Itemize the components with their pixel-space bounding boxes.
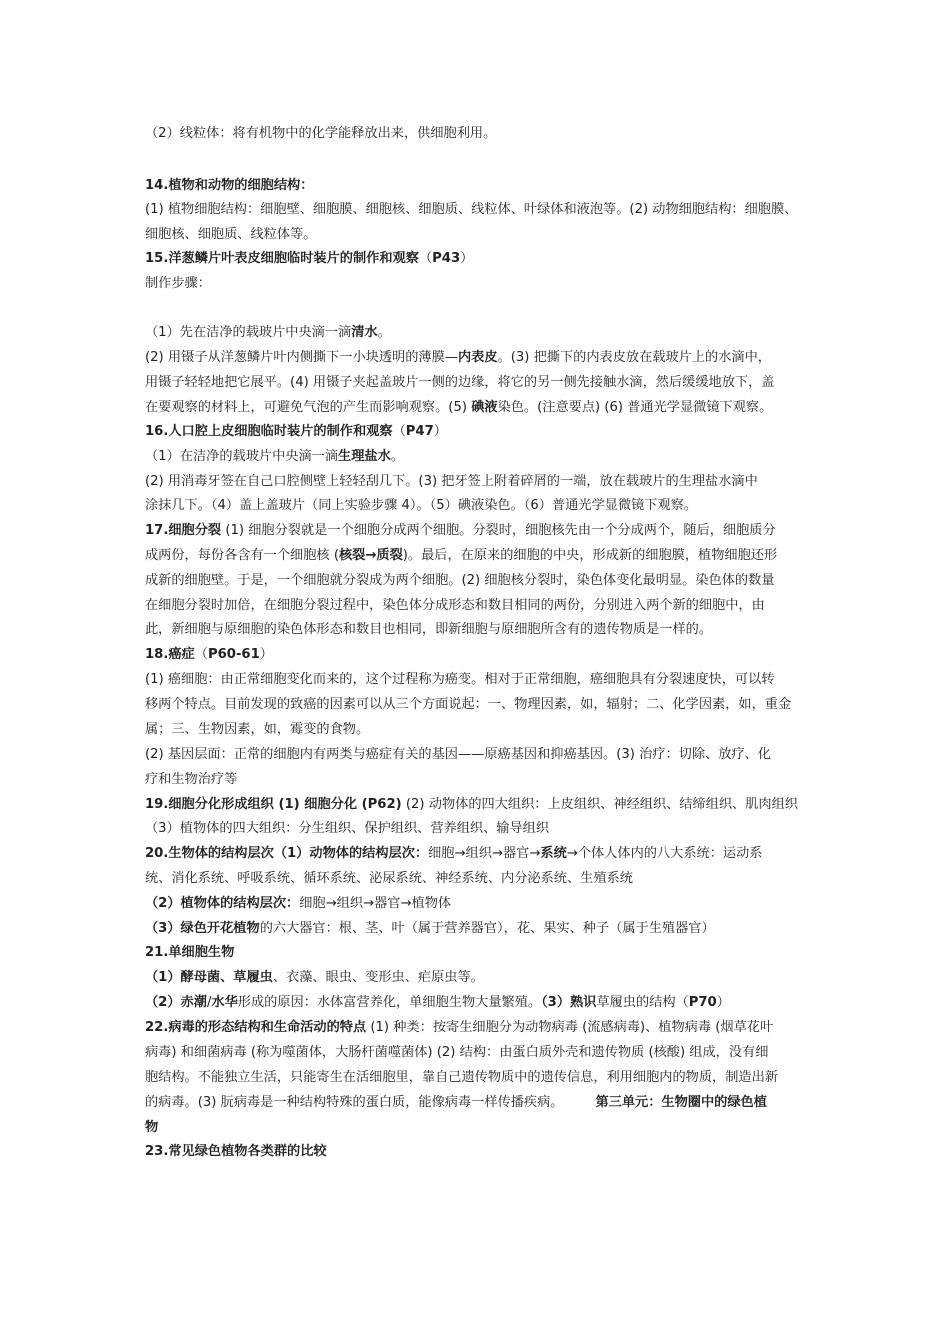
bold-text: 内表皮: [458, 350, 498, 365]
text-line: [145, 424, 447, 440]
text: 此，新细胞与原细胞的染色体形态和数目也相同，即新细胞与原细胞所含有的遗传物质是一样的。: [145, 622, 713, 637]
text-line: [145, 821, 549, 837]
bold-text: （2）植物体的结构层次：: [145, 896, 300, 911]
text-line: [145, 871, 633, 887]
bold-text: 核裂→质裂: [338, 548, 403, 563]
text: （1）在洁净的载玻片中央滴一滴: [145, 449, 339, 464]
bold-text: 水华: [211, 995, 238, 1010]
text: (2) 基因层面：正常的细胞内有两类与癌症有关的基因——原癌基因和抑癌基因。(3) 治疗：切除、放疗、化: [145, 747, 771, 762]
text: 染色。(注意要点) (6) 普通光学显微镜下观察。: [497, 400, 773, 415]
text: (2) 用消毒牙签在自己口腔侧壁上轻轻刮几下。(3) 把牙签上附着碎屑的一端，放在载玻片的生理盐水滴中: [145, 474, 758, 489]
bold-text: 23.常见绿色植物各类群的比较: [145, 1144, 327, 1159]
text: 用镊子轻轻地把它展平。(4) 用镊子夹起盖玻片一侧的边缘，将它的另一侧先接触水滴，然后缓缓地放下，盖: [145, 375, 775, 390]
bold-text: 15.洋葱鳞片叶表皮细胞临时装片的制作和观察: [145, 251, 419, 266]
text: 。: [390, 449, 404, 464]
text-line: [145, 697, 791, 713]
text: 细胞→组织→器官→植物体: [299, 896, 452, 911]
text-line: [145, 251, 473, 267]
text-line: [145, 375, 775, 391]
text-line: [145, 672, 775, 688]
text-line: [145, 202, 797, 218]
text-line: [145, 1095, 767, 1111]
text-line: [145, 772, 237, 788]
text: 、衣藻、眼虫、变形虫、疟原虫等。: [272, 970, 484, 985]
bold-text: P60-61: [207, 647, 260, 662]
text: （3）植物体的四大组织：分生组织、保护组织、营养组织、输导组织: [145, 821, 550, 836]
text: 成两份，每份各含有一个细胞核 (: [145, 548, 339, 563]
text-line: [145, 647, 273, 663]
text: ）: [259, 647, 273, 662]
text: 的六大器官：根、茎、叶（属于营养器官），花、果实、种子（属于生殖器官）: [259, 921, 715, 936]
text-line: [145, 1144, 327, 1160]
text-line: [145, 276, 211, 292]
text: 疗和生物治疗等: [145, 772, 238, 787]
text: (1) 植物细胞结构：细胞壁、细胞膜、细胞核、细胞质、线粒体、叶绿体和液泡等。(2) 动物细胞结构：细胞膜、: [145, 202, 798, 217]
bold-text: P47: [405, 424, 434, 439]
text: ）: [433, 424, 447, 439]
text: 细胞→组织→器官→: [428, 846, 541, 861]
text-line: [145, 126, 496, 142]
text: 制作步骤：: [145, 276, 211, 291]
text: (2) 用镊子从洋葱鳞片叶内侧撕下一小块透明的薄膜—: [145, 350, 458, 365]
text-line: [145, 1070, 778, 1086]
bold-text: 系统: [540, 846, 567, 861]
text: ）: [460, 251, 474, 266]
text-line: [145, 325, 391, 341]
text: 成新的细胞壁。于是，一个细胞就分裂成为两个细胞。(2) 细胞核分裂时，染色体变化最明显。染色体的数量: [145, 573, 775, 588]
text: )。最后，在原来的细胞的中央，形成新的细胞膜，植物细胞还形: [402, 548, 778, 563]
bold-text: 17.细胞分裂: [145, 523, 222, 538]
text: →个体人体内的八大系统：运动系: [566, 846, 763, 861]
text-line: [145, 747, 771, 763]
text: /: [206, 995, 212, 1010]
text: 形成的原因：水体富营养化，单细胞生物大量繁殖。: [237, 995, 542, 1010]
text: 。: [377, 325, 391, 340]
bold-text: 19.细胞分化形成组织 (1) 细胞分化 (P62): [145, 797, 402, 812]
text-line: [145, 1120, 158, 1136]
text: （2）线粒体：将有机物中的化学能释放出来，供细胞利用。: [145, 126, 497, 141]
text-line: [145, 622, 712, 638]
text: 涂抹几下。（4）盖上盖玻片（同上实验步骤 4）。（5）碘液染色。（6）普通光学显微镜下观察。: [145, 498, 698, 513]
text: 草履虫的结构（: [596, 995, 689, 1010]
bold-text: （1）酵母菌、草履虫: [145, 970, 273, 985]
text: 的病毒。(3) 朊病毒是一种结构特殊的蛋白质，能像病毒一样传播疾病。: [145, 1095, 564, 1110]
text-line: [145, 573, 775, 589]
bold-text: 16.人口腔上皮细胞临时装片的制作和观察: [145, 424, 393, 439]
text-line: [145, 548, 777, 564]
text-line: [145, 945, 234, 961]
text-line: [145, 846, 762, 862]
text-line: [145, 896, 451, 912]
text-line: [145, 498, 697, 514]
text: 在细胞分裂时加倍，在细胞分裂过程中，染色体分成形态和数目相同的两份，分别进入两个新的细胞中，由: [145, 598, 765, 613]
text: （: [418, 251, 433, 266]
bold-text: 第三单元：生物圈中的绿色植: [595, 1095, 767, 1110]
text-line: [145, 1020, 773, 1036]
text: ）: [716, 995, 730, 1010]
bold-text: （3）熟识: [541, 995, 597, 1010]
bold-text: 21.单细胞生物: [145, 945, 235, 960]
text-line: [145, 449, 404, 465]
bold-text: （2）赤潮: [145, 995, 207, 1010]
text-line: [145, 350, 771, 366]
text-line: [145, 523, 776, 539]
text: 胞结构。不能独立生活，只能寄生在活细胞里，靠自己遗传物质中的遗传信息，利用细胞内的物质，制造出新: [145, 1070, 778, 1085]
text-line: [145, 1045, 768, 1061]
text-line: [145, 995, 730, 1011]
text-line: [145, 227, 316, 243]
text: 细胞核、细胞质、线粒体等。: [145, 227, 317, 242]
bold-text: 18.癌症: [145, 647, 195, 662]
text: 。(3) 把撕下的内表皮放在载玻片上的水滴中，: [497, 350, 771, 365]
bold-text: P43: [432, 251, 461, 266]
text: 病毒) 和细菌病毒 (称为噬菌体，大肠杆菌噬菌体) (2) 结构：由蛋白质外壳和遗传物质 (核酸) 组成，没有细: [145, 1045, 769, 1060]
bold-text: 生理盐水: [338, 449, 391, 464]
bold-text: 清水: [351, 325, 378, 340]
text: 在要观察的材料上，可避免气泡的产生而影响观察。(5): [145, 400, 472, 415]
text: （: [392, 424, 406, 439]
text: （: [194, 647, 208, 662]
bold-text: 14.植物和动物的细胞结构：: [145, 178, 314, 193]
text-line: [145, 970, 484, 986]
text-line: [145, 178, 313, 194]
text: 移两个特点。目前发现的致癌的因素可以从三个方面说起：一、物理因素，如，辐射；二、化学因素，如，重金: [145, 697, 792, 712]
bold-text: 22.病毒的形态结构和生命活动的特点: [145, 1020, 367, 1035]
text: (1) 种类：按寄生细胞分为动物病毒 (流感病毒)、植物病毒 (烟草花叶: [366, 1020, 774, 1035]
bold-text: 20.生物体的结构层次（1）动物体的结构层次：: [145, 846, 429, 861]
text: (1) 细胞分裂就是一个细胞分成两个细胞。分裂时，细胞核先由一个分成两个，随后，细胞质分: [221, 523, 776, 538]
bold-text: （3）绿色开花植物: [145, 921, 260, 936]
text-line: [145, 598, 765, 614]
text-line: [145, 400, 772, 416]
text: (1) 癌细胞：由正常细胞变化而来的，这个过程称为癌变。相对于正常细胞，癌细胞具有分裂速度快，可以转: [145, 672, 775, 687]
bold-text: P70: [688, 995, 717, 1010]
text-line: [145, 722, 369, 738]
text: 统、消化系统、呼吸系统、循环系统、泌尿系统、神经系统、内分泌系统、生殖系统: [145, 871, 633, 886]
bold-text: 碘液: [471, 400, 498, 415]
text: (2) 动物体的四大组织：上皮组织、神经组织、结缔组织、肌肉组织: [401, 797, 798, 812]
text: 属；三、生物因素，如，霉变的食物。: [145, 722, 370, 737]
text-line: [145, 797, 798, 813]
text-line: [145, 921, 715, 937]
text: （1）先在洁净的载玻片中央滴一滴: [145, 325, 352, 340]
text-line: [145, 474, 758, 490]
bold-text: 物: [145, 1120, 159, 1135]
